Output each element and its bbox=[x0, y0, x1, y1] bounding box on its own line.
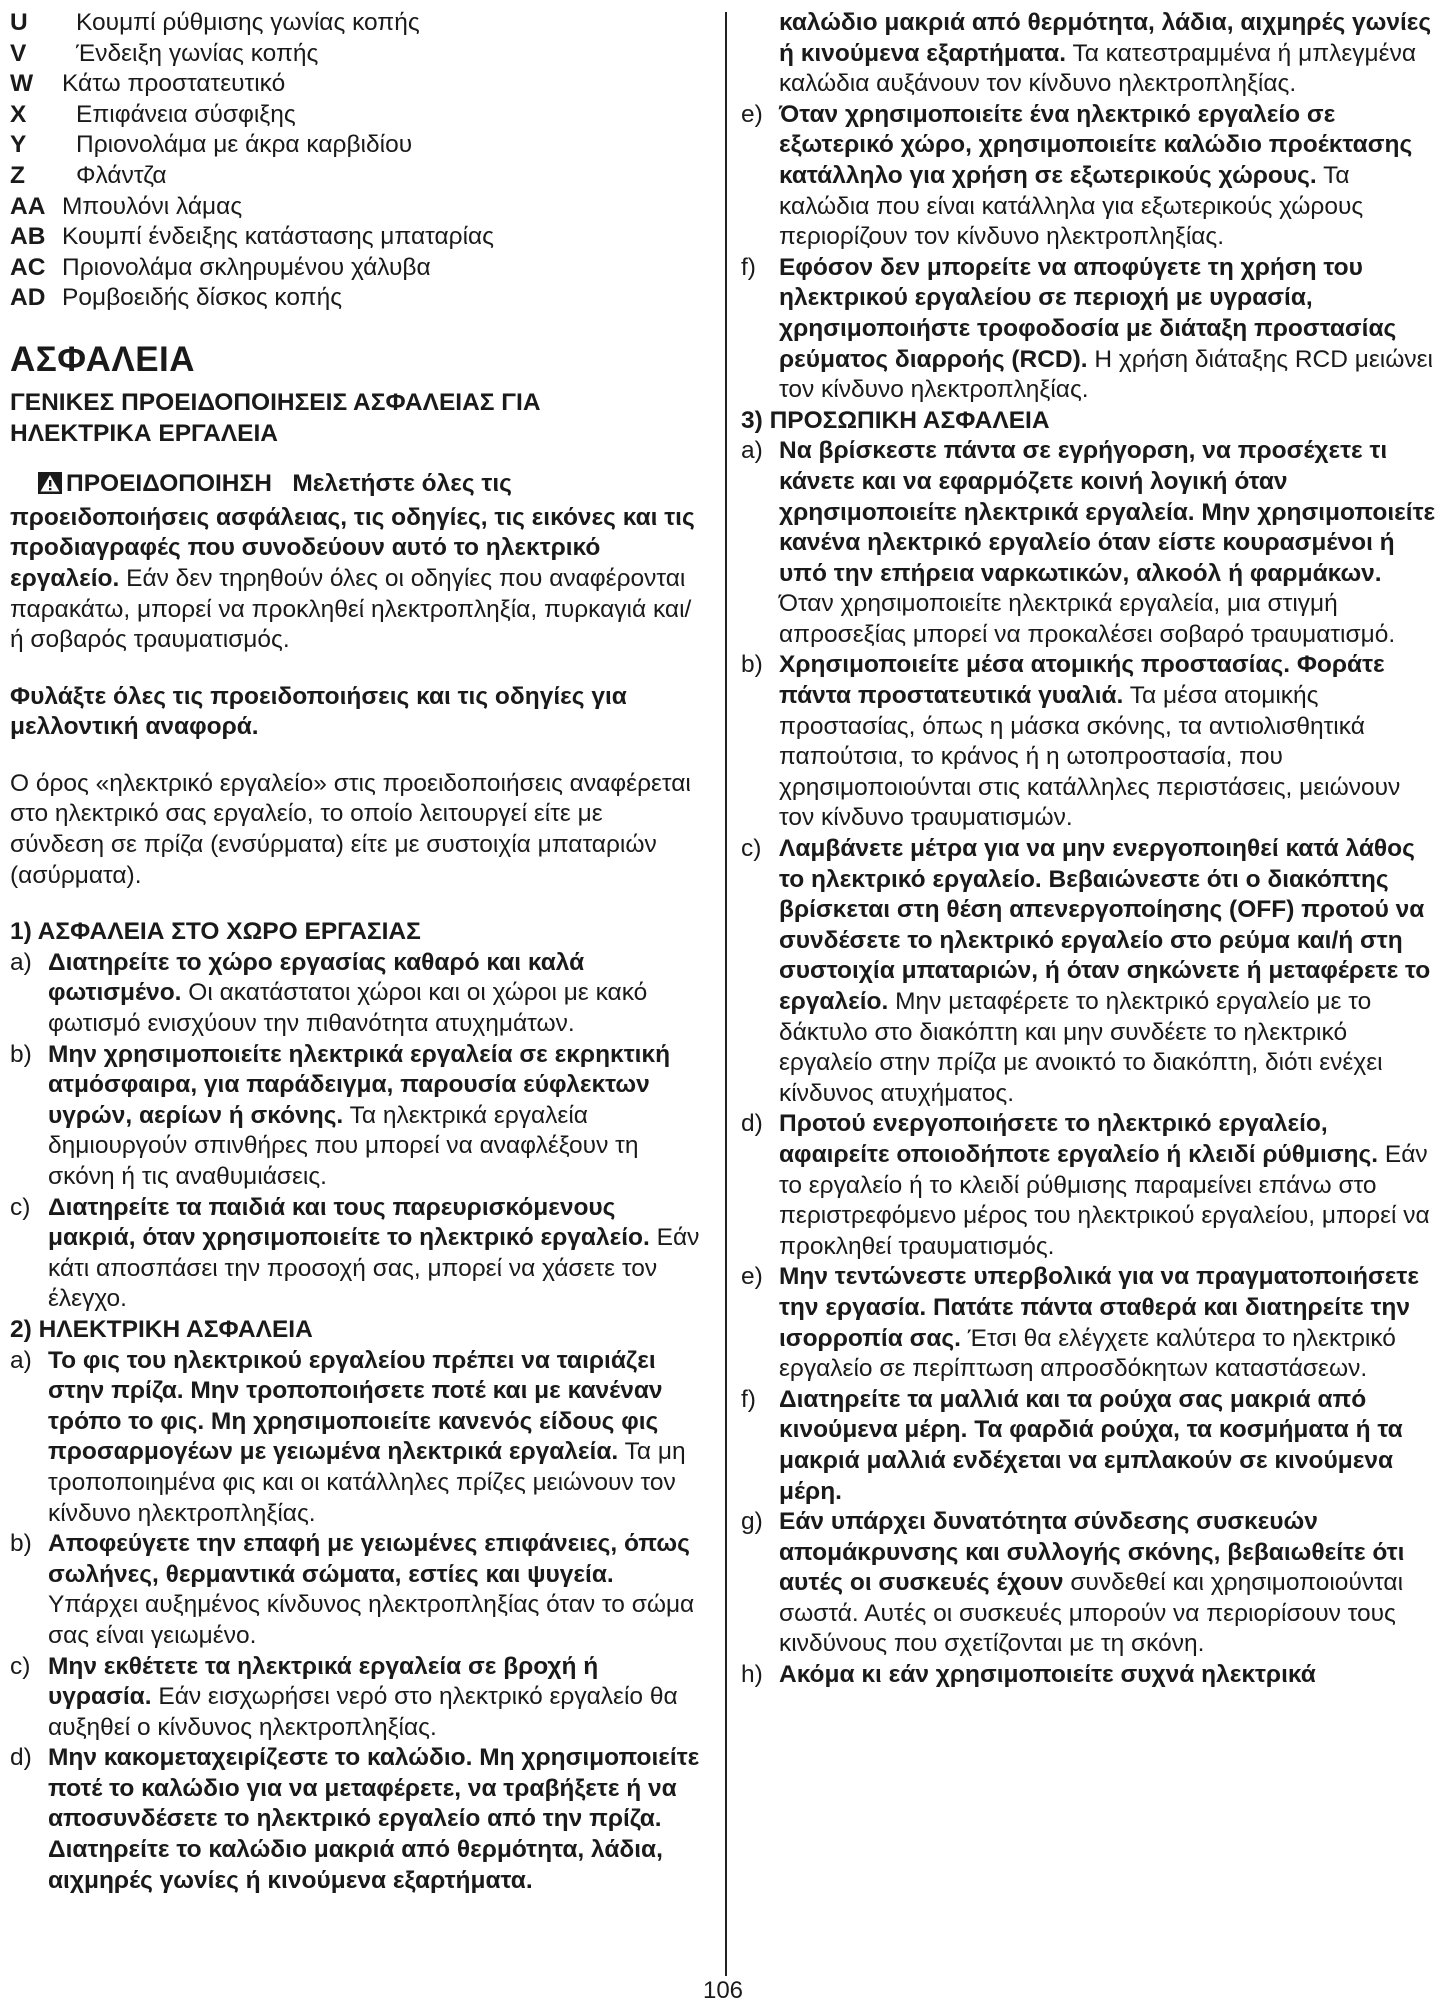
list-item bbox=[10, 1743, 702, 1894]
legend-text: Ρομβοειδής δίσκος κοπής bbox=[62, 284, 343, 312]
item-bold: Διατηρείτε τα μαλλιά και τα ρούχα σας μακριά από κινούμενα μέρη. Τα φαρδιά ρούχα, τα κοσμήματα ή τα μακριά μαλλιά ενδέχεται να εμπλακούν σε κινούμενα μέρη. bbox=[779, 1385, 1403, 1505]
item-letter: d) bbox=[741, 1110, 763, 1138]
item-text: Τα ηλεκτρικά εργαλεία δημιουργούν σπινθήρες που μπορεί να αναφλέξουν τη σκόνη ή τις αναθυμιάσεις. bbox=[48, 1101, 639, 1190]
keep-note-text: Φυλάξτε όλες τις προειδοποιήσεις και τις οδηγίες για μελλοντική αναφορά. bbox=[10, 682, 627, 741]
item-bold: Μην τεντώνεστε υπερβολικά για να πραγματοποιήσετε την εργασία. Πατάτε πάντα σταθερά και διατηρείτε την ισορροπία σας. bbox=[779, 1263, 1419, 1352]
item-bold: Αποφεύγετε την επαφή με γειωμένες επιφάνειες, όπως σωλήνες, θερμαντικά σώματα, εστίες και ψυγεία. bbox=[48, 1530, 690, 1588]
item-letter: h) bbox=[741, 1661, 763, 1689]
item-letter: e) bbox=[741, 100, 763, 128]
item-bold: Μην εκθέτετε τα ηλεκτρικά εργαλεία σε βροχή ή υγρασία. bbox=[48, 1652, 599, 1711]
item-text: συνδεθεί και χρησιμοποιούνται σωστά. Αυτές οι συσκευές μπορούν να περιορίσουν τους κινδύνους που σχετίζονται με τη σκόνη. bbox=[779, 1569, 1404, 1658]
right-column bbox=[741, 8, 1437, 1691]
item-letter: b) bbox=[10, 1530, 32, 1558]
item-text: Τα μέσα ατομικής προστασίας, όπως η μάσκα σκόνης, τα αντιολισθητικά παπούτσια, το κράνος ή η ωτοπροστασία, που χρησιμοποιούνται στις κατάλληλες περιστάσεις, μειώνουν τον κίνδυνο τραυματισμών. bbox=[779, 682, 1401, 832]
item-bold: Χρησιμοποιείτε μέσα ατομικής προστασίας. Φοράτε πάντα προστατευτικά γυαλιά. bbox=[779, 651, 1385, 710]
legend-text: Μπουλόνι λάμας bbox=[62, 192, 243, 220]
list-item bbox=[741, 1109, 1437, 1262]
warning-text: Εάν δεν τηρηθούν όλες οι οδηγίες που αναφέρονται παρακάτω, μπορεί να προκληθεί ηλεκτροπληξία, πυρκαγιά και/ή σοβαρός τραυματισμός. bbox=[10, 564, 692, 654]
legend-text: Επιφάνεια σύσφιξης bbox=[76, 100, 296, 128]
warning-bold-text: Μελετήστε όλες τις προειδοποιήσεις ασφάλειας, τις οδηγίες, τις εικόνες και τις προδιαγραφές που συνοδεύουν αυτό το ηλεκτρικό εργαλείο. bbox=[10, 470, 695, 592]
item-text: Εάν κάτι αποσπάσει την προσοχή σας, μπορεί να χάσετε τον έλεγχο. bbox=[48, 1224, 700, 1313]
item-text: Εάν εισχωρήσει νερό στο ηλεκτρικό εργαλείο θα αυξηθεί ο κίνδυνος ηλεκτροπληξίας. bbox=[48, 1683, 678, 1741]
legend-key: AC bbox=[10, 253, 46, 281]
legend-row bbox=[10, 39, 702, 70]
list-item bbox=[10, 1652, 702, 1744]
item-letter: b) bbox=[741, 651, 763, 679]
item-letter: a) bbox=[10, 1346, 32, 1374]
list-item bbox=[741, 100, 1437, 253]
column-divider bbox=[725, 12, 727, 1976]
list-item bbox=[10, 1040, 702, 1193]
item-bold: Προτού ενεργοποιήσετε το ηλεκτρικό εργαλείο, αφαιρείτε οποιοδήποτε εργαλείο ή κλειδί ρύθμισης. bbox=[779, 1110, 1379, 1168]
list-item bbox=[10, 1529, 702, 1651]
legend-text: Κάτω προστατευτικό bbox=[62, 70, 286, 98]
list-item bbox=[741, 1507, 1437, 1660]
item-text: Όταν χρησιμοποιείτε ηλεκτρικά εργαλεία, μια στιγμή απροσεξίας μπορεί να προκαλέσει σοβαρό τραυματισμό. bbox=[779, 590, 1396, 648]
item-bold: Το φις του ηλεκτρικού εργαλείου πρέπει να ταιριάζει στην πρίζα. Μην τροποποιήσετε ποτέ και με κανέναν τρόπο το φις. Μη χρησιμοποιείτε κανενός είδους φις προσαρμογέων με γειωμένα ηλεκτρικά εργαλεία. bbox=[48, 1346, 663, 1466]
legend-text: Φλάντζα bbox=[76, 161, 167, 189]
item-letter: c) bbox=[10, 1193, 31, 1221]
section-title-3: 3) ΠΡΟΣΩΠΙΚΗ ΑΣΦΑΛΕΙΑ bbox=[741, 406, 1050, 434]
legend-row bbox=[10, 283, 702, 314]
legend-row bbox=[10, 130, 702, 161]
item-bold: Ακόμα κι εάν χρησιμοποιείτε συχνά ηλεκτρικά bbox=[779, 1661, 1316, 1689]
item-text: Οι ακατάστατοι χώροι και οι χώροι με κακό φωτισμό ενισχύουν την πιθανότητα ατυχημάτων. bbox=[48, 979, 648, 1038]
warning-triangle-icon bbox=[38, 472, 62, 503]
item-text: Η χρήση διάταξης RCD μειώνει τον κίνδυνο ηλεκτροπληξίας. bbox=[779, 345, 1433, 404]
list-item bbox=[741, 1385, 1437, 1507]
left-column bbox=[10, 8, 702, 1894]
keep-instructions-note bbox=[10, 682, 702, 743]
item-text: Έτσι θα ελέγχετε καλύτερα το ηλεκτρικό εργαλείο σε περίπτωση απροσδόκητων καταστάσεων. bbox=[779, 1324, 1396, 1383]
item-letter: f) bbox=[741, 253, 756, 281]
legend-text: Κουμπί ρύθμισης γωνίας κοπής bbox=[76, 9, 420, 36]
legend-row bbox=[10, 8, 702, 39]
warning-label: ΠΡΟΕΙΔΟΠΟΙΗΣΗ bbox=[66, 470, 272, 498]
item-letter: c) bbox=[10, 1652, 31, 1680]
list-item bbox=[741, 650, 1437, 834]
item-bold-continued: Μην κακομεταχειρίζεστε το καλώδιο. Μη χρησιμοποιείτε ποτέ το καλώδιο για να μεταφέρετε, να τραβήξετε ή να αποσυνδέσετε το ηλεκτρικό εργαλείο από την πρίζα. Διατηρείτε το καλώδιο μακριά από θερμότητα, λάδια, αιχμηρές γωνίες ή κινούμενα εξαρτήματα. bbox=[48, 1744, 700, 1894]
list-item bbox=[10, 1193, 702, 1315]
legend-row bbox=[10, 100, 702, 131]
legend-key: AB bbox=[10, 223, 46, 251]
page-number: 106 bbox=[702, 1977, 744, 2004]
item-bold: Εφόσον δεν μπορείτε να αποφύγετε τη χρήση του ηλεκτρικού εργαλείου σε περιοχή με υγρασία, χρησιμοποιήστε τροφοδοσία με διάταξη προστασίας ρεύματος διαρροής (RCD). bbox=[779, 253, 1397, 373]
item-bold: Όταν χρησιμοποιείτε ένα ηλεκτρικό εργαλείο σε εξωτερικό χώρο, χρησιμοποιείτε καλώδιο προέκτασης κατάλληλο για χρήση σε εξωτερικούς χώρους. bbox=[779, 100, 1413, 189]
item-text: Υπάρχει αυξημένος κίνδυνος ηλεκτροπληξίας όταν το σώμα σας είναι γειωμένο. bbox=[48, 1591, 695, 1649]
item-bold: Μην χρησιμοποιείτε ηλεκτρικά εργαλεία σε εκρηκτική ατμόσφαιρα, για παράδειγμα, παρουσία εύφλεκτων υγρών, αερίων ή σκόνης. bbox=[48, 1040, 671, 1129]
item-letter: c) bbox=[741, 835, 762, 863]
list-item bbox=[741, 1262, 1437, 1384]
item-bold: Διατηρείτε τα παιδιά και τους παρευρισκόμενους μακριά, όταν χρησιμοποιείτε το ηλεκτρικό εργαλείο. bbox=[48, 1193, 650, 1252]
legend-key: Y bbox=[10, 131, 27, 159]
legend-key: X bbox=[10, 100, 27, 128]
item-letter: e) bbox=[741, 1263, 763, 1291]
list-item bbox=[10, 1346, 702, 1530]
list-item bbox=[741, 436, 1437, 650]
legend-text: Κουμπί ένδειξης κατάστασης μπαταρίας bbox=[62, 223, 494, 251]
list-item bbox=[741, 253, 1437, 406]
item-letter: d) bbox=[10, 1744, 32, 1772]
item-letter: g) bbox=[741, 1508, 763, 1536]
legend-key: U bbox=[10, 9, 28, 36]
item-letter: b) bbox=[10, 1040, 32, 1068]
list-item-continuation bbox=[741, 8, 1437, 100]
section-subheading: ΓΕΝΙΚΕΣ ΠΡΟΕΙΔΟΠΟΙΗΣΕΙΣ ΑΣΦΑΛΕΙΑΣ ΓΙΑ ΗΛΕΚΤΡΙΚΑ ΕΡΓΑΛΕΙΑ bbox=[10, 388, 541, 447]
item-bold: Εάν υπάρχει δυνατότητα σύνδεσης συσκευών απομάκρυνσης και συλλογής σκόνης, βεβαιωθείτε ότι αυτές οι συσκευές έχουν bbox=[779, 1508, 1405, 1597]
legend-text: Πριονολάμα με άκρα καρβιδίου bbox=[76, 131, 413, 159]
item-bold: καλώδιο μακριά από θερμότητα, λάδια, αιχμηρές γωνίες ή κινούμενα εξαρτήματα. bbox=[779, 9, 1432, 67]
legend-row bbox=[10, 69, 702, 100]
item-bold: Να βρίσκεστε πάντα σε εγρήγορση, να προσέχετε τι κάνετε και να εφαρμόζετε κοινή λογική όταν χρησιμοποιείτε ηλεκτρικά εργαλεία. Μην χρησιμοποιείτε κανένα ηλεκτρικό εργαλείο όταν είστε κουρασμένοι ή υπό την επήρεια ναρκωτικών, αλκοόλ ή φαρμάκων. bbox=[779, 437, 1436, 587]
legend-row bbox=[10, 161, 702, 192]
item-bold: Διατηρείτε το χώρο εργασίας καθαρό και καλά φωτισμένο. bbox=[48, 948, 585, 1007]
list-item bbox=[741, 834, 1437, 1109]
list-item bbox=[741, 1660, 1437, 1691]
legend-key: V bbox=[10, 39, 27, 67]
item-text: Τα κατεστραμμένα ή μπλεγμένα καλώδια αυξάνουν τον κίνδυνο ηλεκτροπληξίας. bbox=[779, 39, 1416, 98]
parts-legend bbox=[10, 8, 702, 314]
item-text: Τα καλώδια που είναι κατάλληλα για εξωτερικούς χώρους περιορίζουν τον κίνδυνο ηλεκτροπληξίας. bbox=[779, 161, 1364, 251]
legend-key: AD bbox=[10, 284, 46, 312]
legend-key: Z bbox=[10, 161, 25, 189]
item-letter: f) bbox=[741, 1385, 756, 1413]
legend-row bbox=[10, 222, 702, 253]
warning-paragraph bbox=[10, 469, 702, 656]
legend-key: W bbox=[10, 70, 34, 98]
item-text: Τα μη τροποποιημένα φις και οι κατάλληλες πρίζες μειώνουν τον κίνδυνο ηλεκτροπληξίας. bbox=[48, 1438, 686, 1527]
item-letter: a) bbox=[10, 948, 32, 976]
legend-text: Ένδειξη γωνίας κοπής bbox=[76, 39, 319, 67]
item-bold: Λαμβάνετε μέτρα για να μην ενεργοποιηθεί κατά λάθος το ηλεκτρικό εργαλείο. Βεβαιώνεστε ότι ο διακόπτης βρίσκεται στη θέση απενεργοποίησης (OFF) προτού να συνδέσετε το ηλεκτρικό εργαλείο στο ρεύμα και/ή στη συστοιχία μπαταριών, ή όταν σηκώνετε ή μεταφέρετε το εργαλείο. bbox=[779, 835, 1431, 1015]
list-item bbox=[10, 948, 702, 1040]
term-definition-note: Ο όρος «ηλεκτρικό εργαλείο» στις προειδοποιήσεις αναφέρεται στο ηλεκτρικό σας εργαλείο, το οποίο λειτουργεί είτε με σύνδεση σε πρίζα (ενσύρματα) είτε με συστοιχία μπαταριών (ασύρματα). bbox=[10, 769, 691, 889]
item-letter: a) bbox=[741, 437, 763, 465]
item-text: Μην μεταφέρετε το ηλεκτρικό εργαλείο με το δάκτυλο στο διακόπτη και μην συνδέετε το ηλεκτρικό εργαλείο στην πρίζα με ανοικτό το διακόπτη, διότι ενέχει κίνδυνος ατυχήματος. bbox=[779, 988, 1383, 1107]
section-heading: ΑΣΦΑΛΕΙΑ bbox=[10, 339, 196, 379]
legend-row bbox=[10, 253, 702, 284]
legend-key: AA bbox=[10, 192, 46, 220]
legend-row bbox=[10, 192, 702, 223]
section-title-1: 1) ΑΣΦΑΛΕΙΑ ΣΤΟ ΧΩΡΟ ΕΡΓΑΣΙΑΣ bbox=[10, 918, 421, 946]
item-text: Εάν το εργαλείο ή το κλειδί ρύθμισης παραμείνει επάνω στο περιστρεφόμενο μέρος του ηλεκτρικού εργαλείου, μπορεί να προκληθεί τραυματισμός. bbox=[779, 1140, 1430, 1260]
legend-text: Πριονολάμα σκληρυμένου χάλυβα bbox=[62, 253, 431, 281]
section-title-2: 2) ΗΛΕΚΤΡΙΚΗ ΑΣΦΑΛΕΙΑ bbox=[10, 1315, 313, 1343]
